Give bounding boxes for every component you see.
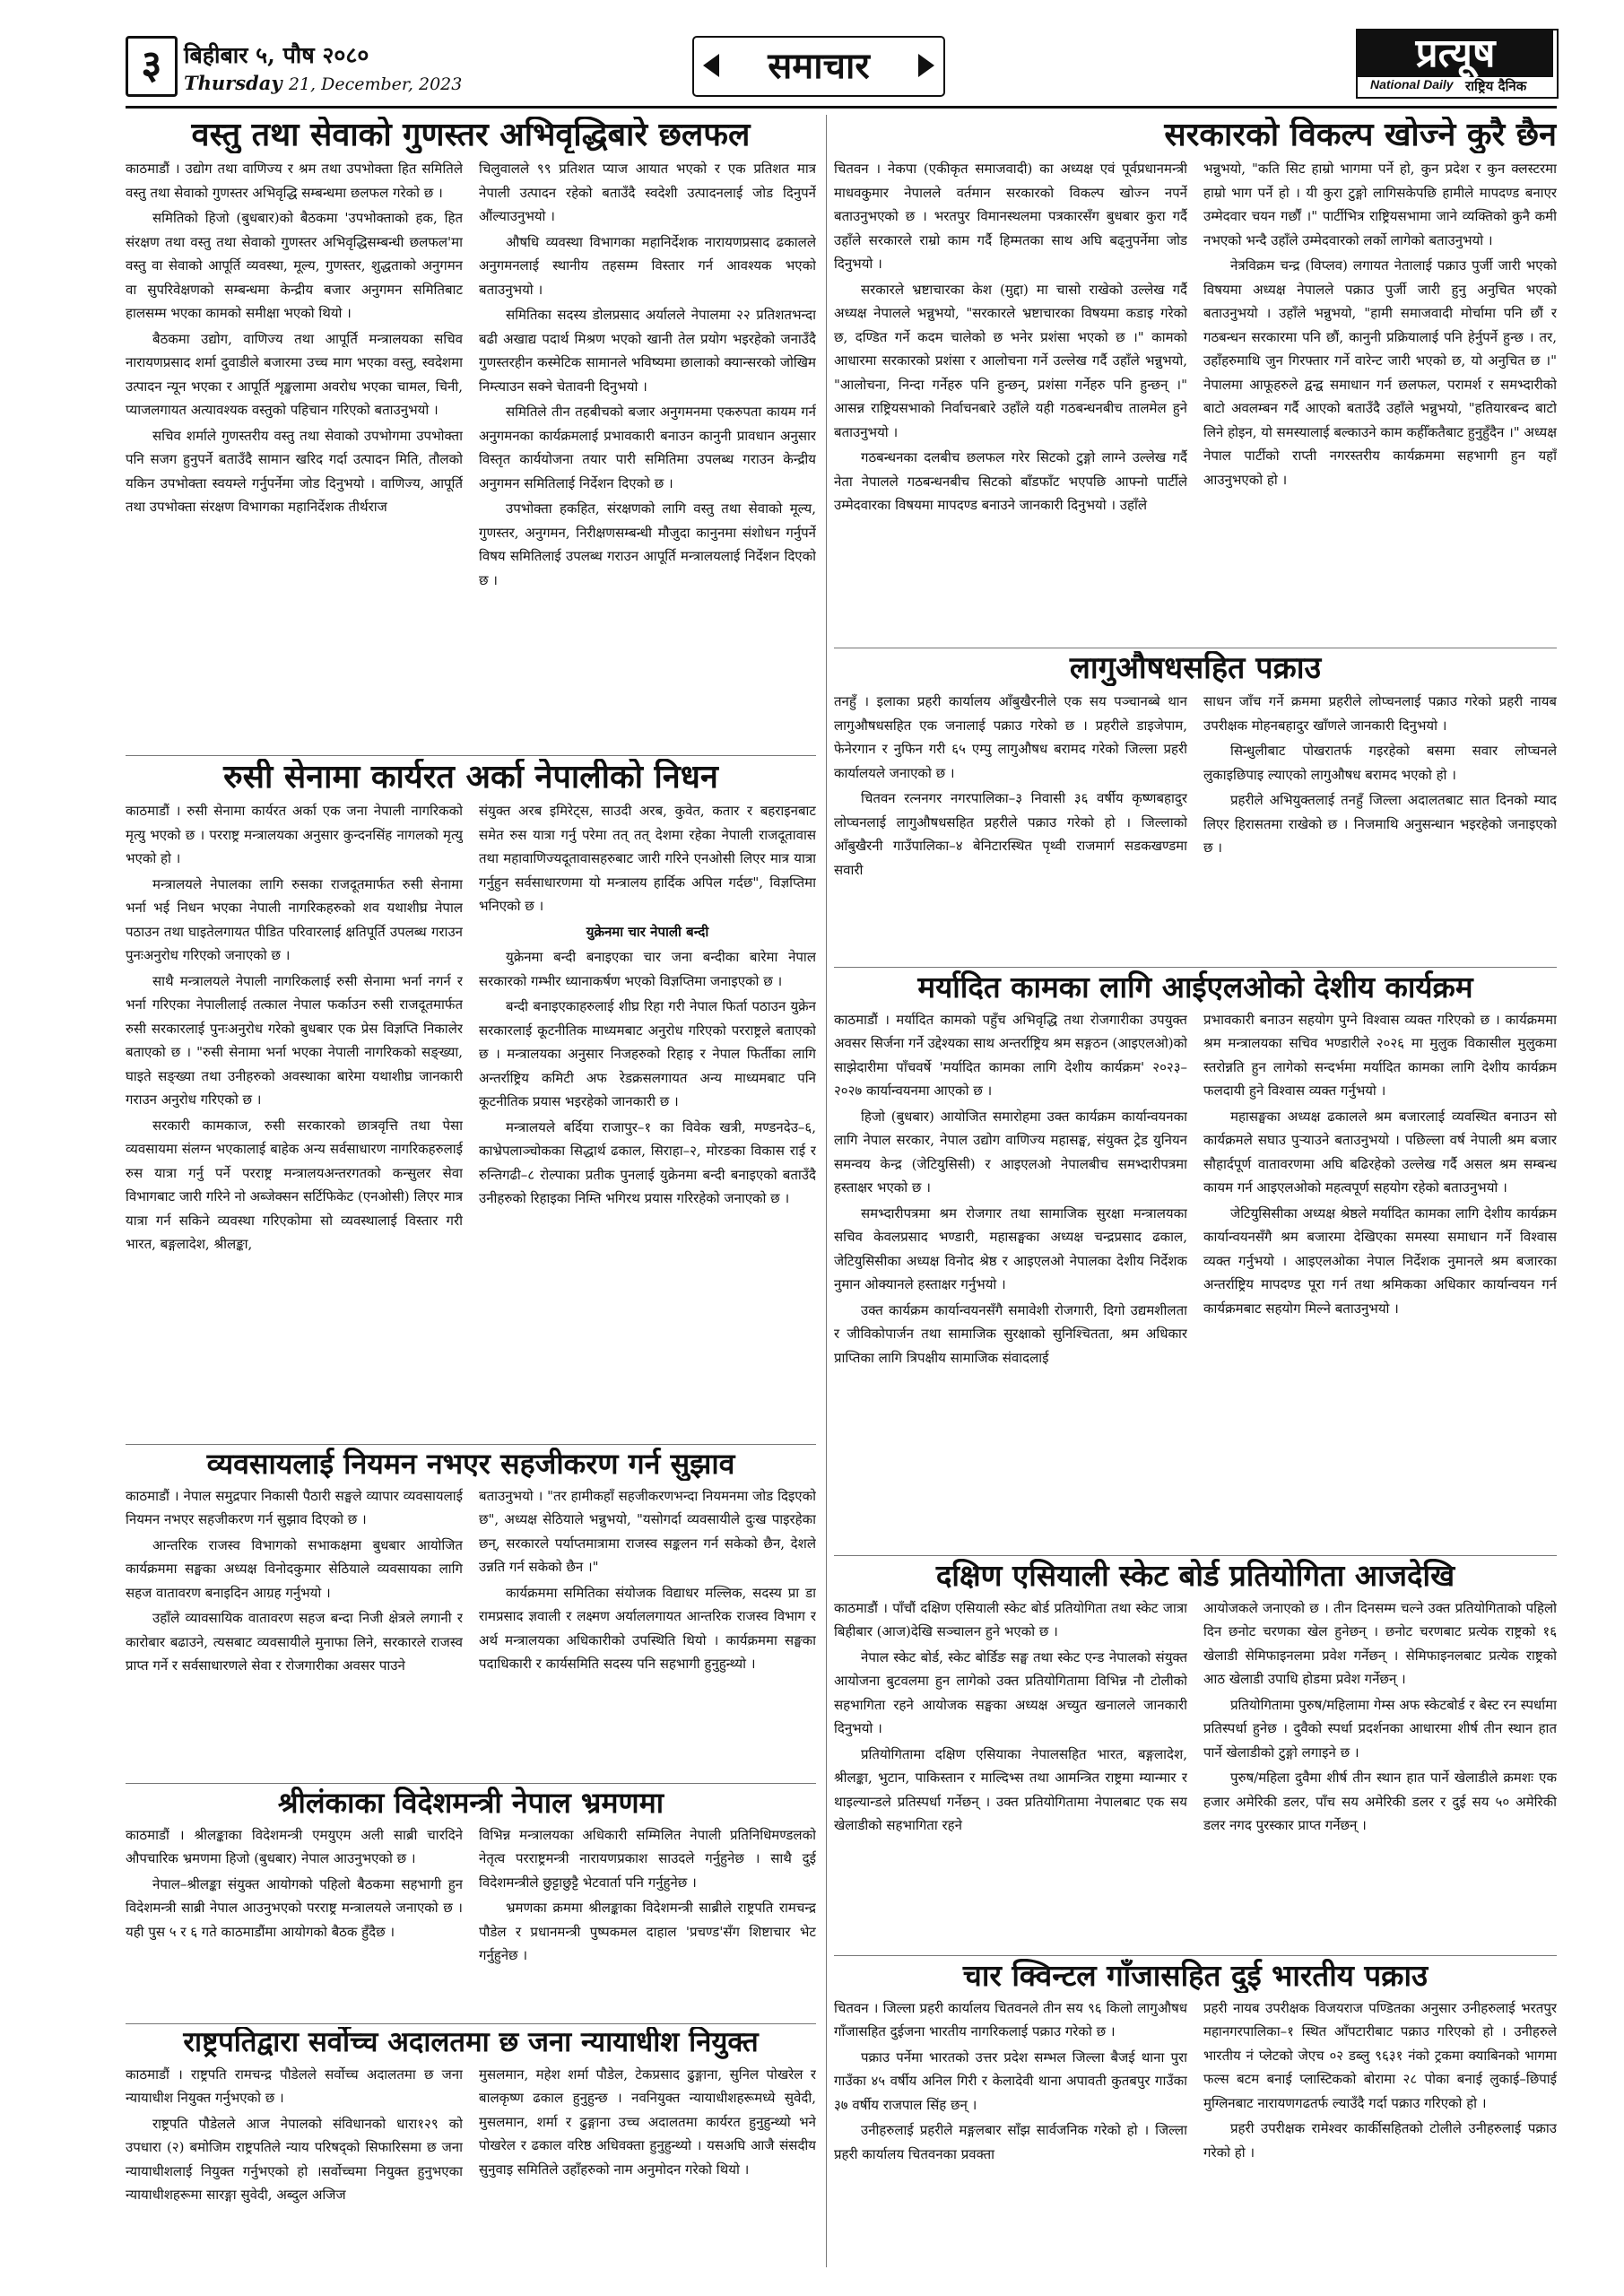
paragraph: कार्यक्रममा समितिका संयोजक विद्याधर मल्लिक, सदस्य प्रा डा रामप्रसाद ज्ञवाली र लक्ष्मण अर्याललगायत आन्तरिक राजस्व विभाग र अर्थ मन्त्रालयका अधिकारीको उपस्थिति थियो । कार्यक्रममा सङ्घका पदाधिकारी र कार्यसमिति सदस्य पनि सहभागी हुनुहुन्थ्यो । <box>479 1584 816 1673</box>
paragraph: काठमाडौं । श्रीलङ्काका विदेशमन्त्री एमयुएम अली साब्री चारदिने औपचारिक भ्रमणमा हिजो (बुधबार) नेपाल आउनुभएको छ । <box>126 1826 463 1867</box>
paragraph: गठबन्धनका दलबीच छलफल गरेर सिटको टुङ्गो लाग्ने उल्लेख गर्दै नेता नेपालले गठबन्धनबीच सिटको बाँडफाँट भएपछि आफ्नो पार्टीले उम्मेदवारका विषयमा मापदण्ड बनाउने जानकारी दिनुभयो । उहाँले <box>834 449 1187 514</box>
paragraph: तनहुँ । इलाका प्रहरी कार्यालय आँबुखैरनीले एक सय पञ्चानब्बे थान लागुऔषधसहित एक जनालाई पक्राउ गरेको छ । प्रहरीले डाइजेपाम, फेनेरगान र नुफिन गरी ६५ एम्पु लागुऔषध बरामद गरेको जिल्ला प्रहरी कार्यालयले जनाएको छ । <box>834 693 1187 781</box>
paragraph: औषधि व्यवस्था विभागका महानिर्देशक नारायणप्रसाद ढकालले अनुगमनलाई स्थानीय तहसम्म विस्तार गर्न आवश्यक भएको बताउनुभयो । <box>479 233 816 298</box>
article-divider <box>834 1555 1557 1556</box>
article-divider <box>126 1444 816 1445</box>
page-number: ३ <box>126 36 178 97</box>
article-russian-army <box>126 759 816 1442</box>
paragraph: काठमाडौं । उद्योग तथा वाणिज्य र श्रम तथा उपभोक्ता हित समितिले वस्तु तथा सेवाको गुणस्तर अभिवृद्धि सम्बन्धमा छलफल गरेको छ । <box>126 161 463 201</box>
paragraph: बताउनुभयो । "तर हामीकहाँ सहजीकरणभन्दा नियमनमा जोड दिइएको छ", अध्यक्ष सेठियाले भन्नुभयो, "यसोगर्दा व्यवसायीले दुःख पाइरहेका छन्, सरकारले पर्याप्तमात्रामा राजस्व सङ्कलन गर्न सकेको छैन, देशले उन्नति गर्न सकेको छैन ।" <box>479 1487 816 1576</box>
article-divider <box>126 2023 816 2024</box>
logo-tagline-en: National Daily <box>1370 77 1454 91</box>
article-column <box>834 690 1187 961</box>
paragraph: काठमाडौं । नेपाल समुद्रपार निकासी पैठारी सङ्घले व्यापार व्यवसायलाई नियमन नभएर सहजीकरण गर्न सुझाव दिएको छ । <box>126 1487 463 1528</box>
article-srilanka-fm <box>126 1787 816 2022</box>
paragraph: सरकारी कामकाज, रुसी सरकारको छात्रवृत्ति तथा पेसा व्यवसायमा संलग्न भएकालाई बाहेक अन्य सर्वसाधारण नागरिकहरुलाई रुस यात्रा गर्नु पर्ने परराष्ट्र मन्त्रालयअन्तरगतको कन्सुलर सेवा विभागबाट जारी गरिने नो अब्जेक्सन सर्टिफिकेट (एनओसी) लिएर मात्र यात्रा गर्न सकिने व्यवस्था गरिएकोमा सो व्यवस्थालाई विस्तार गरी भारत, बङ्गलादेश, श्रीलङ्का, <box>126 1117 463 1253</box>
arrow-right-icon <box>918 54 934 77</box>
article-supreme-court-judges <box>126 2027 816 2278</box>
article-headline: राष्ट्रपतिद्वारा सर्वोच्च अदालतमा छ जना न्यायाधीश नियुक्त <box>183 2027 759 2058</box>
paragraph: समितिको हिजो (बुधबार)को बैठकमा 'उपभोक्ताको हक, हित संरक्षण तथा वस्तु तथा सेवाको गुणस्तर अभिवृद्धिसम्बन्धी छलफल'मा वस्तु वा सेवाको आपूर्ति व्यवस्था, मूल्य, गुणस्तर, शुद्धताको अनुगमन वा सुपरिवेक्षणको सम्बन्धमा केन्द्रीय बजार अनुगमन समितिबाट हालसम्म भएका कामको समीक्षा भएको थियो । <box>126 210 463 322</box>
date-english-day: Thursday <box>184 72 282 94</box>
paragraph: आन्तरिक राजस्व विभागको सभाकक्षमा बुधबार आयोजित कार्यक्रममा सङ्घका अध्यक्ष विनोदकुमार सेठियाले व्यवसायका लागि सहज वातावरण बनाइदिन आग्रह गर्नुभयो । <box>126 1536 463 1601</box>
paragraph: नेपाल–श्रीलङ्का संयुक्त आयोगको पहिलो बैठकमा सहभागी हुन विदेशमन्त्री साब्री नेपाल आउनुभएको परराष्ट्र मन्त्रालयले जनाएको छ । यही पुस ५ र ६ गते काठमाडौंमा आयोगको बैठक हुँदैछ । <box>126 1875 463 1940</box>
paragraph: काठमाडौं । पाँचौं दक्षिण एसियाली स्केट बोर्ड प्रतियोगिता तथा स्केट जात्रा बिहीबार (आज)देखि सञ्चालन हुने भएको छ । <box>834 1599 1187 1640</box>
article-headline: रुसी सेनामा कार्यरत अर्का नेपालीको निधन <box>223 759 718 796</box>
arrow-left-icon <box>703 54 719 77</box>
article-headline: सरकारको विकल्प खोज्ने कुरै छैन <box>1164 117 1557 153</box>
paragraph: मन्त्रालयले नेपालका लागि रुसका राजदूतमार्फत रुसी सेनामा भर्ना भई निधन भएका नेपाली नागरिकहरुको शव यथाशीघ्र नेपाल पठाउन तथा घाइतेलगायत पीडित परिवारलाई क्षतिपूर्ति उपलब्ध गराउन पुनःअनुरोध गरिएको जनाएको छ । <box>126 875 463 964</box>
paragraph: प्रहरीले अभियुक्तलाई तनहुँ जिल्ला अदालतबाट सात दिनको म्याद लिएर हिरासतमा राखेको छ । निजमाथि अनुसन्धान भइरहेको जनाइएको छ । <box>1203 792 1557 857</box>
paragraph: सचिव शर्माले गुणस्तरीय वस्तु तथा सेवाको उपभोगमा उपभोक्ता पनि सजग हुनुपर्ने बताउँदै सामान खरिद गर्दा उत्पादन मिति, तौलको यकिन उपभोक्ता स्वयम्ले गर्नुपर्नेमा जोड दिनुभयो । वाणिज्य, आपूर्ति तथा उपभोक्ता संरक्षण विभागका महानिर्देशक तीर्थराज <box>126 427 463 516</box>
paragraph: नेत्रविक्रम चन्द्र (विप्लव) लगायत नेतालाई पक्राउ पुर्जी जारी भएको विषयमा अध्यक्ष नेपालले पक्राउ पुर्जी जारी हुनु अनुचित भएको बताउनुभयो । उहाँले भन्नुभयो, "हामी समाजवादी मोर्चामा पनि छौं र गठबन्धन सरकारमा पनि छौं, कानुनी प्रक्रियालाई पनि हेर्नुपर्ने हुन्छ । तर, उहाँहरुमाथि जुन गिरफ्तार गर्ने वारेन्ट जारी भएको छ, यो अनुचित छ ।" नेपालमा आफूहरुले द्वन्द्व समाधान गर्न छलफल, परामर्श र समभ्दारीको बाटो अवलम्बन गर्दै आएको बताउँदै उहाँले भन्नुभयो, "हतियारबन्द बाटो लिने होइन, यो समस्यालाई बल्काउने काम कहीँकतैबाट हुनुहुँदैन ।" अध्यक्ष नेपाल पार्टीको राप्ती नगरस्तरीय कार्यक्रममा सहभागी हुन यहाँ आउनुभएको हो । <box>1203 257 1557 488</box>
article-column <box>1203 157 1557 641</box>
paragraph: समितिका सदस्य डोलप्रसाद अर्यालले नेपालमा २२ प्रतिशतभन्दा बढी अखाद्य पदार्थ मिश्रण भएको खानी तेल प्रयोग भइरहेको जनाउँदै गुणस्तरहीन कस्मेटिक सामानले भविष्यमा छालाको क्यान्सरको जोखिम निम्त्याउन सक्ने चेतावनी दिनुभयो । <box>479 307 816 395</box>
article-divider <box>834 1955 1557 1956</box>
column-divider <box>826 115 827 2267</box>
subheading: युक्रेनमा चार नेपाली बन्दी <box>586 923 709 940</box>
article-headline: दक्षिण एसियाली स्केट बोर्ड प्रतियोगिता आजदेखि <box>935 1559 1455 1593</box>
article-column <box>126 1823 463 2017</box>
paragraph: चितवन । जिल्ला प्रहरी कार्यालय चितवनले तीन सय ९६ किलो लागुऔषध गाँजासहित दुईजना भारतीय नागरिकलाई पक्राउ गरेको छ । <box>834 1999 1187 2040</box>
paragraph: बन्दी बनाइएकाहरुलाई शीघ्र रिहा गरी नेपाल फिर्ता पठाउन युक्रेन सरकारलाई कूटनीतिक माध्यमबाट अनुरोध गरिएको परराष्ट्रले बताएको छ । मन्त्रालयका अनुसार निजहरुको रिहाइ र नेपाल फिर्तीका लागि अन्तर्राष्ट्रिय कमिटी अफ रेडक्रसलगायत अन्य माध्यमबाट पनि कूटनीतिक प्रयास भइरहेको जानकारी छ । <box>479 998 816 1110</box>
paragraph: मुसलमान, महेश शर्मा पौडेल, टेकप्रसाद ढुङ्गाना, सुनिल पोखरेल र बालकृष्ण ढकाल हुनुहुन्छ । नवनियुक्त न्यायाधीशहरूमध्ये सुवेदी, मुसलमान, शर्मा र ढुङ्गाना उच्च अदालतमा कार्यरत हुनुहुन्थ्यो भने पोखरेल र ढकाल वरिष्ठ अधिवक्ता हुनुहुन्थ्यो । यसअघि आजै संसदीय सुनुवाइ समितिले उहाँहरुको नाम अनुमोदन गरेको थियो । <box>479 2066 816 2178</box>
article-headline: व्यवसायलाई नियमन नभएर सहजीकरण गर्न सुझाव <box>206 1448 735 1481</box>
article-column <box>834 1596 1187 1948</box>
header-rule <box>126 106 1557 109</box>
date-english <box>184 72 462 94</box>
article-quality-services <box>126 117 816 753</box>
article-column <box>834 1996 1187 2274</box>
paragraph: प्रतियोगितामा दक्षिण एसियाका नेपालसहित भारत, बङ्गलादेश, श्रीलङ्का, भुटान, पाकिस्तान र माल्दिभ्स तथा आमन्त्रित राष्ट्रमा म्यान्मार र थाइल्यान्डले प्रतिस्पर्धा गर्नेछन् । उक्त प्रतियोगितामा नेपालबाट एक सय खेलाडीको सहभागिता रहने <box>834 1745 1187 1834</box>
paragraph: नेपाल स्केट बोर्ड, स्केट बोर्डिङ सङ्घ तथा स्केट एन्ड नेपालको संयुक्त आयोजना बुटवलमा हुन लागेको उक्त प्रतियोगितामा विभिन्न नौ टोलीको सहभागिता रहने आयोजक सङ्घका अध्यक्ष अच्युत खनालले जानकारी दिनुभयो । <box>834 1648 1187 1737</box>
paragraph: काठमाडौं । रुसी सेनामा कार्यरत अर्का एक जना नेपाली नागरिकको मृत्यु भएको छ । परराष्ट्र मन्त्रालयका अनुसार कुन्दनसिंह नागलको मृत्यु भएको हो । <box>126 803 463 867</box>
section-title: समाचार <box>768 45 870 87</box>
paragraph: विभिन्न मन्त्रालयका अधिकारी सम्मिलित नेपाली प्रतिनिधिमण्डलको नेतृत्व परराष्ट्रमन्त्री नारायणप्रकाश साउदले गर्नुहुनेछ । साथै दुई विदेशमन्त्रीले छुट्टाछुट्टै भेटवार्ता पनि गर्नुहुनेछ । <box>479 1826 816 1891</box>
article-column <box>1203 1996 1557 2274</box>
paragraph: काठमाडौं । राष्ट्रपति रामचन्द्र पौडेलले सर्वोच्च अदालतमा छ जना न्यायाधीश नियुक्त गर्नुभएको छ । <box>126 2066 463 2107</box>
article-column <box>479 2063 816 2274</box>
article-column <box>479 799 816 1438</box>
article-column <box>834 157 1187 641</box>
paragraph: पुरुष/महिला दुवैमा शीर्ष तीन स्थान हात पार्ने खेलाडीले क्रमशः एक हजार अमेरिकी डलर, पाँच सय अमेरिकी डलर र दुई सय ५० अमेरिकी डलर नगद पुरस्कार प्राप्त गर्नेछन् । <box>1203 1770 1557 1834</box>
article-headline: वस्तु तथा सेवाको गुणस्तर अभिवृद्धिबारे छलफल <box>191 117 751 153</box>
paragraph: उपभोक्ता हकहित, संरक्षणको लागि वस्तु तथा सेवाको मूल्य, गुणस्तर, अनुगमन, निरीक्षणसम्बन्धी मौजुदा कानुनमा संशोधन गर्नुपर्ने विषय समितिलाई उपलब्ध गराउन आपूर्ति मन्त्रालयलाई निर्देशन दिएको छ । <box>479 500 816 588</box>
paragraph: आयोजकले जनाएको छ । तीन दिनसम्म चल्ने उक्त प्रतियोगिताको पहिलो दिन छनोट चरणका खेल हुनेछन् । छनोट चरणबाट प्रत्येक राष्ट्रको १६ खेलाडी सेमिफाइनलमा प्रवेश गर्नेछन् । सेमिफाइनलबाट प्रत्येक राष्ट्रको आठ खेलाडी उपाधि होडमा प्रवेश गर्नेछन् । <box>1203 1599 1557 1688</box>
paragraph: पक्राउ पर्नेमा भारतको उत्तर प्रदेश सम्भल जिल्ला बैजई थाना पुरा गाउँका ४५ वर्षीय अनिल गिरी र केलादेवी थाना अपावती कुतबपुर गाउँका ३७ वर्षीय राजपाल सिंह छन् । <box>834 2048 1187 2113</box>
paragraph: उहाँले व्यावसायिक वातावरण सहज बन्दा निजी क्षेत्रले लगानी र कारोबार बढाउने, त्यसबाट व्यवसायीले मुनाफा लिने, सरकारले राजस्व प्राप्त गर्ने र सर्वसाधारणले सेवा र रोजगारीका अवसर पाउने <box>126 1610 463 1674</box>
paragraph: समितिले तीन तहबीचको बजार अनुगमनमा एकरुपता कायम गर्न अनुगमनका कार्यक्रमलाई प्रभावकारी बनाउन कानुनी प्रावधान अनुसार विस्तृत कार्ययोजना तयार पारी समितिमा उपलब्ध गराउन केन्द्रीय अनुगमन समितिलाई निर्देशन दिएको छ । <box>479 404 816 491</box>
paragraph: चितवन रत्ननगर नगरपालिका–३ निवासी ३६ वर्षीय कृष्णबहादुर लोप्चनलाई लागुऔषधसहित प्रहरीले पक्राउ गरेको हो । जिल्लाको आँबुखैरनी गाउँपालिका–४ बेनिटारस्थित पृथ्वी राजमार्ग सडकखण्डमा सवारी <box>834 790 1187 878</box>
article-headline: लागुऔषधसहित पक्राउ <box>1069 651 1322 686</box>
paragraph: भन्नुभयो, "कति सिट हाम्रो भागमा पर्ने हो, कुन प्रदेश र कुन क्लस्टरमा हाम्रो भाग पर्ने हो । यी कुरा टुङ्गो लागिसकेपछि हामीले मापदण्ड बनाएर उम्मेदवार चयन गर्छौं ।" पार्टीभित्र राष्ट्रियसभामा जाने व्यक्तिको कुनै कमी नभएको भन्दै उहाँले उम्मेदवारको लर्को लागेको बताउनुभयो । <box>1203 161 1557 248</box>
article-divider <box>126 1783 816 1784</box>
paragraph: प्रभावकारी बनाउन सहयोग पुग्ने विश्वास व्यक्त गरिएको छ । कार्यक्रममा श्रम मन्त्रालयका सचिव भण्डारीले २०२६ मा मुलुक विकासील मुलुकमा स्तरोन्नति हुन लागेको सन्दर्भमा मर्यादित कामका लागि देशीय कार्यक्रम फलदायी हुने विश्वास व्यक्त गर्नुभयो । <box>1203 1011 1557 1100</box>
paragraph: राष्ट्रपति पौडेलले आज नेपालको संविधानको धारा१२९ को उपधारा (२) बमोजिम राष्ट्रपतिले न्याय परिषद्को सिफारिसमा छ जना न्यायाधीशलाई नियुक्त गर्नुभएको हो ।सर्वोच्चमा नियुक्त हुनुभएका न्यायाधीशहरूमा सारङ्गा सुवेदी, अब्दुल अजिज <box>126 2115 463 2204</box>
article-column <box>1203 1008 1557 1550</box>
article-headline: चार क्विन्टल गाँजासहित दुई भारतीय पक्राउ <box>962 1959 1429 1993</box>
paragraph: सिन्धुलीबाट पोखरातर्फ गइरहेको बसमा सवार लोप्चनले लुकाइछिपाइ ल्याएको लागुऔषध बरामद भएको हो । <box>1203 743 1557 783</box>
article-column <box>126 799 463 1438</box>
article-column <box>834 1008 1187 1550</box>
article-divider <box>126 755 816 756</box>
paragraph: उक्त कार्यक्रम कार्यान्वयनसँगै समावेशी रोजगारी, दिगो उद्यमशीलता र जीविकोपार्जन तथा सामाजिक सुरक्षाको सुनिश्चितता, श्रम अधिकार प्राप्तिका लागि त्रिपक्षीय सामाजिक संवादलाई <box>834 1301 1187 1366</box>
paragraph: साधन जाँच गर्ने क्रममा प्रहरीले लोप्चनलाई पक्राउ गरेको प्रहरी नायब उपरीक्षक मोहनबहादुर खाँणले जानकारी दिनुभयो । <box>1203 693 1557 734</box>
paragraph: काठमाडौं । मर्यादित कामको पहुँच अभिवृद्धि तथा रोजगारीका उपयुक्त अवसर सिर्जना गर्ने उद्देश्यका साथ अन्तर्राष्ट्रिय श्रम सङ्गठन (आइएलओ)को साझेदारीमा पाँचवर्षे 'मर्यादित कामका लागि देशीय कार्यक्रम' २०२३–२०२७ कार्यान्वयनमा आएको छ । <box>834 1011 1187 1100</box>
paragraph: भ्रमणका क्रममा श्रीलङ्काका विदेशमन्त्री साब्रीले राष्ट्रपति रामचन्द्र पौडेल र प्रधानमन्त्री पुष्पकमल दाहाल 'प्रचण्ड'सँग शिष्टाचार भेट गर्नुहुनेछ । <box>479 1900 816 1964</box>
article-divider <box>834 967 1557 968</box>
article-column <box>1203 1596 1557 1948</box>
paragraph: महासङ्घका अध्यक्ष ढकालले श्रम बजारलाई व्यवस्थित बनाउन सो कार्यक्रमले सघाउ पुऱ्याउने बताउनुभयो । पछिल्ला वर्ष नेपाली श्रम बजार सौहार्दपूर्ण वातावरणमा अघि बढिरहेको उल्लेख गर्दै असल श्रम सम्बन्ध कायम गर्न आइएलओको महत्वपूर्ण सहयोग रहेको बताउनुभयो । <box>1203 1108 1557 1196</box>
section-title-box <box>692 36 945 97</box>
paragraph: समभ्दारीपत्रमा श्रम रोजगार तथा सामाजिक सुरक्षा मन्त्रालयका सचिव केवलप्रसाद भण्डारी, महासङ्घका अध्यक्ष चन्द्रप्रसाद ढकाल, जेटियुसिसीका अध्यक्ष विनोद श्रेष्ठ र आइएलओ नेपालका देशीय निर्देशक नुमान ओक्यानले हस्ताक्षर गर्नुभयो । <box>834 1205 1187 1293</box>
date-english-rest: 21, December, 2023 <box>288 74 463 94</box>
paragraph: चिलुवालले ९९ प्रतिशत प्याज आयात भएको र एक प्रतिशत मात्र नेपाली उत्पादन रहेको बताउँदै स्वदेशी उत्पादनलाई जोड दिनुपर्ने औंल्याउनुभयो । <box>479 161 816 225</box>
article-business-facilitation <box>126 1448 816 1781</box>
logo-tagline-np: राष्ट्रिय दैनिक <box>1465 78 1527 94</box>
article-headline: श्रीलंकाका विदेशमन्त्री नेपाल भ्रमणमा <box>277 1787 664 1820</box>
article-ilo-programme <box>834 970 1557 1553</box>
article-column <box>1203 690 1557 961</box>
paragraph: प्रहरी उपरीक्षक रामेश्वर कार्कीसहितको टोलीले उनीहरुलाई पक्राउ गरेको हो । <box>1203 2120 1557 2161</box>
article-drugs-arrest <box>834 651 1557 965</box>
article-govt-alternative <box>834 117 1557 646</box>
paragraph: प्रहरी नायब उपरीक्षक विजयराज पण्डितका अनुसार उनीहरुलाई भरतपुर महानगरपालिका–१ स्थित आँपटारीबाट पक्राउ गरिएको हो । उनीहरुले भारतीय नं प्लेटको जेएच ०२ डब्लु ९६३१ नंको ट्रकमा क्याबिनको भागमा फल्स बटम बनाई प्लास्टिकको बोरामा २८ पोका बनाई लुकाई–छिपाई मुग्लिनबाट नारायणगढतर्फ ल्याउँदै गर्दा पक्राउ गरिएको हो । <box>1203 1999 1557 2111</box>
paragraph: मन्त्रालयले बर्दिया राजापुर–१ का विवेक खत्री, मण्डनदेउ–६, काभ्रेपलाञ्चोकका सिद्धार्थ ढकाल, सिराहा–२, मोरङका विकास राई र रुन्तिगढी–८ रोल्पाका प्रतीक पुनलाई युक्रेनमा बन्दी बनाइएको बताउँदै उनीहरुको रिहाइका निम्ति भगिरथ प्रयास गरिरहेको जनाएको छ । <box>479 1118 816 1207</box>
article-column <box>479 1823 816 2017</box>
article-ganja-arrest <box>834 1959 1557 2278</box>
newspaper-logo <box>1356 29 1559 99</box>
masthead <box>0 0 1624 117</box>
article-column <box>126 2063 463 2274</box>
paragraph: बैठकमा उद्योग, वाणिज्य तथा आपूर्ति मन्त्रालयका सचिव नारायणप्रसाद शर्मा दुवाडीले बजारमा उच्च माग भएका वस्तु, स्वदेशमा उत्पादन न्यून भएका र आपूर्ति शृङ्खलामा अवरोध भएका चामल, चिनी, प्याजलगायत अत्यावश्यक वस्तुको पहिचान गरिएको बताउनुभयो । <box>126 330 463 419</box>
paragraph: हिजो (बुधबार) आयोजित समारोहमा उक्त कार्यक्रम कार्यान्वयनका लागि नेपाल सरकार, नेपाल उद्योग वाणिज्य महासङ्घ, संयुक्त ट्रेड युनियन समन्वय केन्द्र (जेटियुसिसी) र आइएलओ नेपालबीच समभ्दारीपत्रमा हस्ताक्षर भएको छ । <box>834 1108 1187 1196</box>
article-skateboard <box>834 1559 1557 1953</box>
paragraph: संयुक्त अरब इमिरेट्स, साउदी अरब, कुवेत, कतार र बहराइनबाट समेत रुस यात्रा गर्नु परेमा तत् तत् देशमा रहेका नेपाली राजदूतावास तथा महावाणिज्यदूतावासहरुबाट जारी गरिने एनओसी लिएर मात्र यात्रा गर्नुहुन सर्वसाधारणमा यो मन्त्रालय हार्दिक अपिल गर्दछ", विज्ञप्तिमा भनिएको छ । <box>479 803 816 915</box>
paragraph: युक्रेनमा बन्दी बनाइएका चार जना बन्दीका बारेमा नेपाल सरकारको गम्भीर ध्यानाकर्षण भएको विज्ञप्तिमा जनाइएको छ । <box>479 949 816 989</box>
date-nepali: बिहीबार ५, पौष २०८० <box>184 42 369 68</box>
paragraph: चितवन । नेकपा (एकीकृत समाजवादी) का अध्यक्ष एवं पूर्वप्रधानमन्त्री माधवकुमार नेपालले वर्तमान सरकारको विकल्प खोज्न नपर्ने बताउनुभएको छ । भरतपुर विमानस्थलमा पत्रकारसँग बुधबार कुरा गर्दै उहाँले सरकारले राम्रो काम गर्दै हिम्मतका साथ अघि बढ्नुपर्नेमा जोड दिनुभयो । <box>834 161 1187 273</box>
paragraph: जेटियुसिसीका अध्यक्ष श्रेष्ठले मर्यादित कामका लागि देशीय कार्यक्रम कार्यान्वयनसँगै श्रम बजारमा देखिएका समस्या समाधान गर्ने विश्वास व्यक्त गर्नुभयो । आइएलओका नेपाल निर्देशक नुमानले श्रम बजारका अन्तर्राष्ट्रिय मापदण्ड पूरा गर्न तथा श्रमिकका अधिकार कार्यान्वयन गर्न कार्यक्रमबाट सहयोग मिल्ने बताउनुभयो । <box>1203 1205 1557 1317</box>
logo-title: प्रत्यूष <box>1358 30 1553 77</box>
paragraph: प्रतियोगितामा पुरुष/महिलामा गेम्स अफ स्केटबोर्ड र बेस्ट रन स्पर्धामा प्रतिस्पर्धा हुनेछ । दुवैको स्पर्धा प्रदर्शनका आधारमा शीर्ष तीन स्थान हात पार्ने खेलाडीको टुङ्गो लगाइने छ । <box>1203 1696 1557 1761</box>
article-headline: मर्यादित कामका लागि आईएलओको देशीय कार्यक्रम <box>917 970 1473 1004</box>
article-column <box>126 157 463 749</box>
paragraph: सरकारले भ्रष्टाचारका केश (मुद्दा) मा चासो राखेको उल्लेख गर्दै अध्यक्ष नेपालले भन्नुभयो, "सरकारले भ्रष्टाचारका विषयमा कडाइ गरेको छ, दण्डित गर्ने कदम चालेको छ भनेर प्रशंसा भएको छ ।" कामको आधारमा सरकारको प्रशंसा र आलोचना गर्ने उल्लेख गर्दै उहाँले भन्नुभयो, "आलोचना, निन्दा गर्नेहरु पनि हुन्छन्, प्रशंसा गर्नेहरु पनि हुन्छन् ।" आसन्न राष्ट्रियसभाको निर्वाचनबारे उहाँले यही गठबन्धनबीच तालमेल हुने बताउनुभयो । <box>834 281 1187 440</box>
paragraph: साथै मन्त्रालयले नेपाली नागरिकलाई रुसी सेनामा भर्ना नगर्न र भर्ना गरिएका नेपालीलाई तत्काल नेपाल फर्काउन रुसी राजदूतमार्फत रुसी सरकारलाई पुनःअनुरोध गरेको बुधबार एक प्रेस विज्ञप्ति निकालेर बताएको छ । "रुसी सेनामा भर्ना भएका नेपाली नागरिकको सङ्ख्या, घाइते सङ्ख्या तथा उनीहरुको अवस्थाका बारेमा यथाशीघ्र जानकारी गराउन अनुरोध गरिएको छ । <box>126 972 463 1109</box>
article-column <box>479 157 816 749</box>
paragraph: उनीहरुलाई प्रहरीले मङ्गलबार साँझ सार्वजनिक गरेको हो । जिल्ला प्रहरी कार्यालय चितवनका प्रवक्ता <box>834 2122 1187 2162</box>
article-column <box>479 1484 816 1777</box>
article-column <box>126 1484 463 1777</box>
